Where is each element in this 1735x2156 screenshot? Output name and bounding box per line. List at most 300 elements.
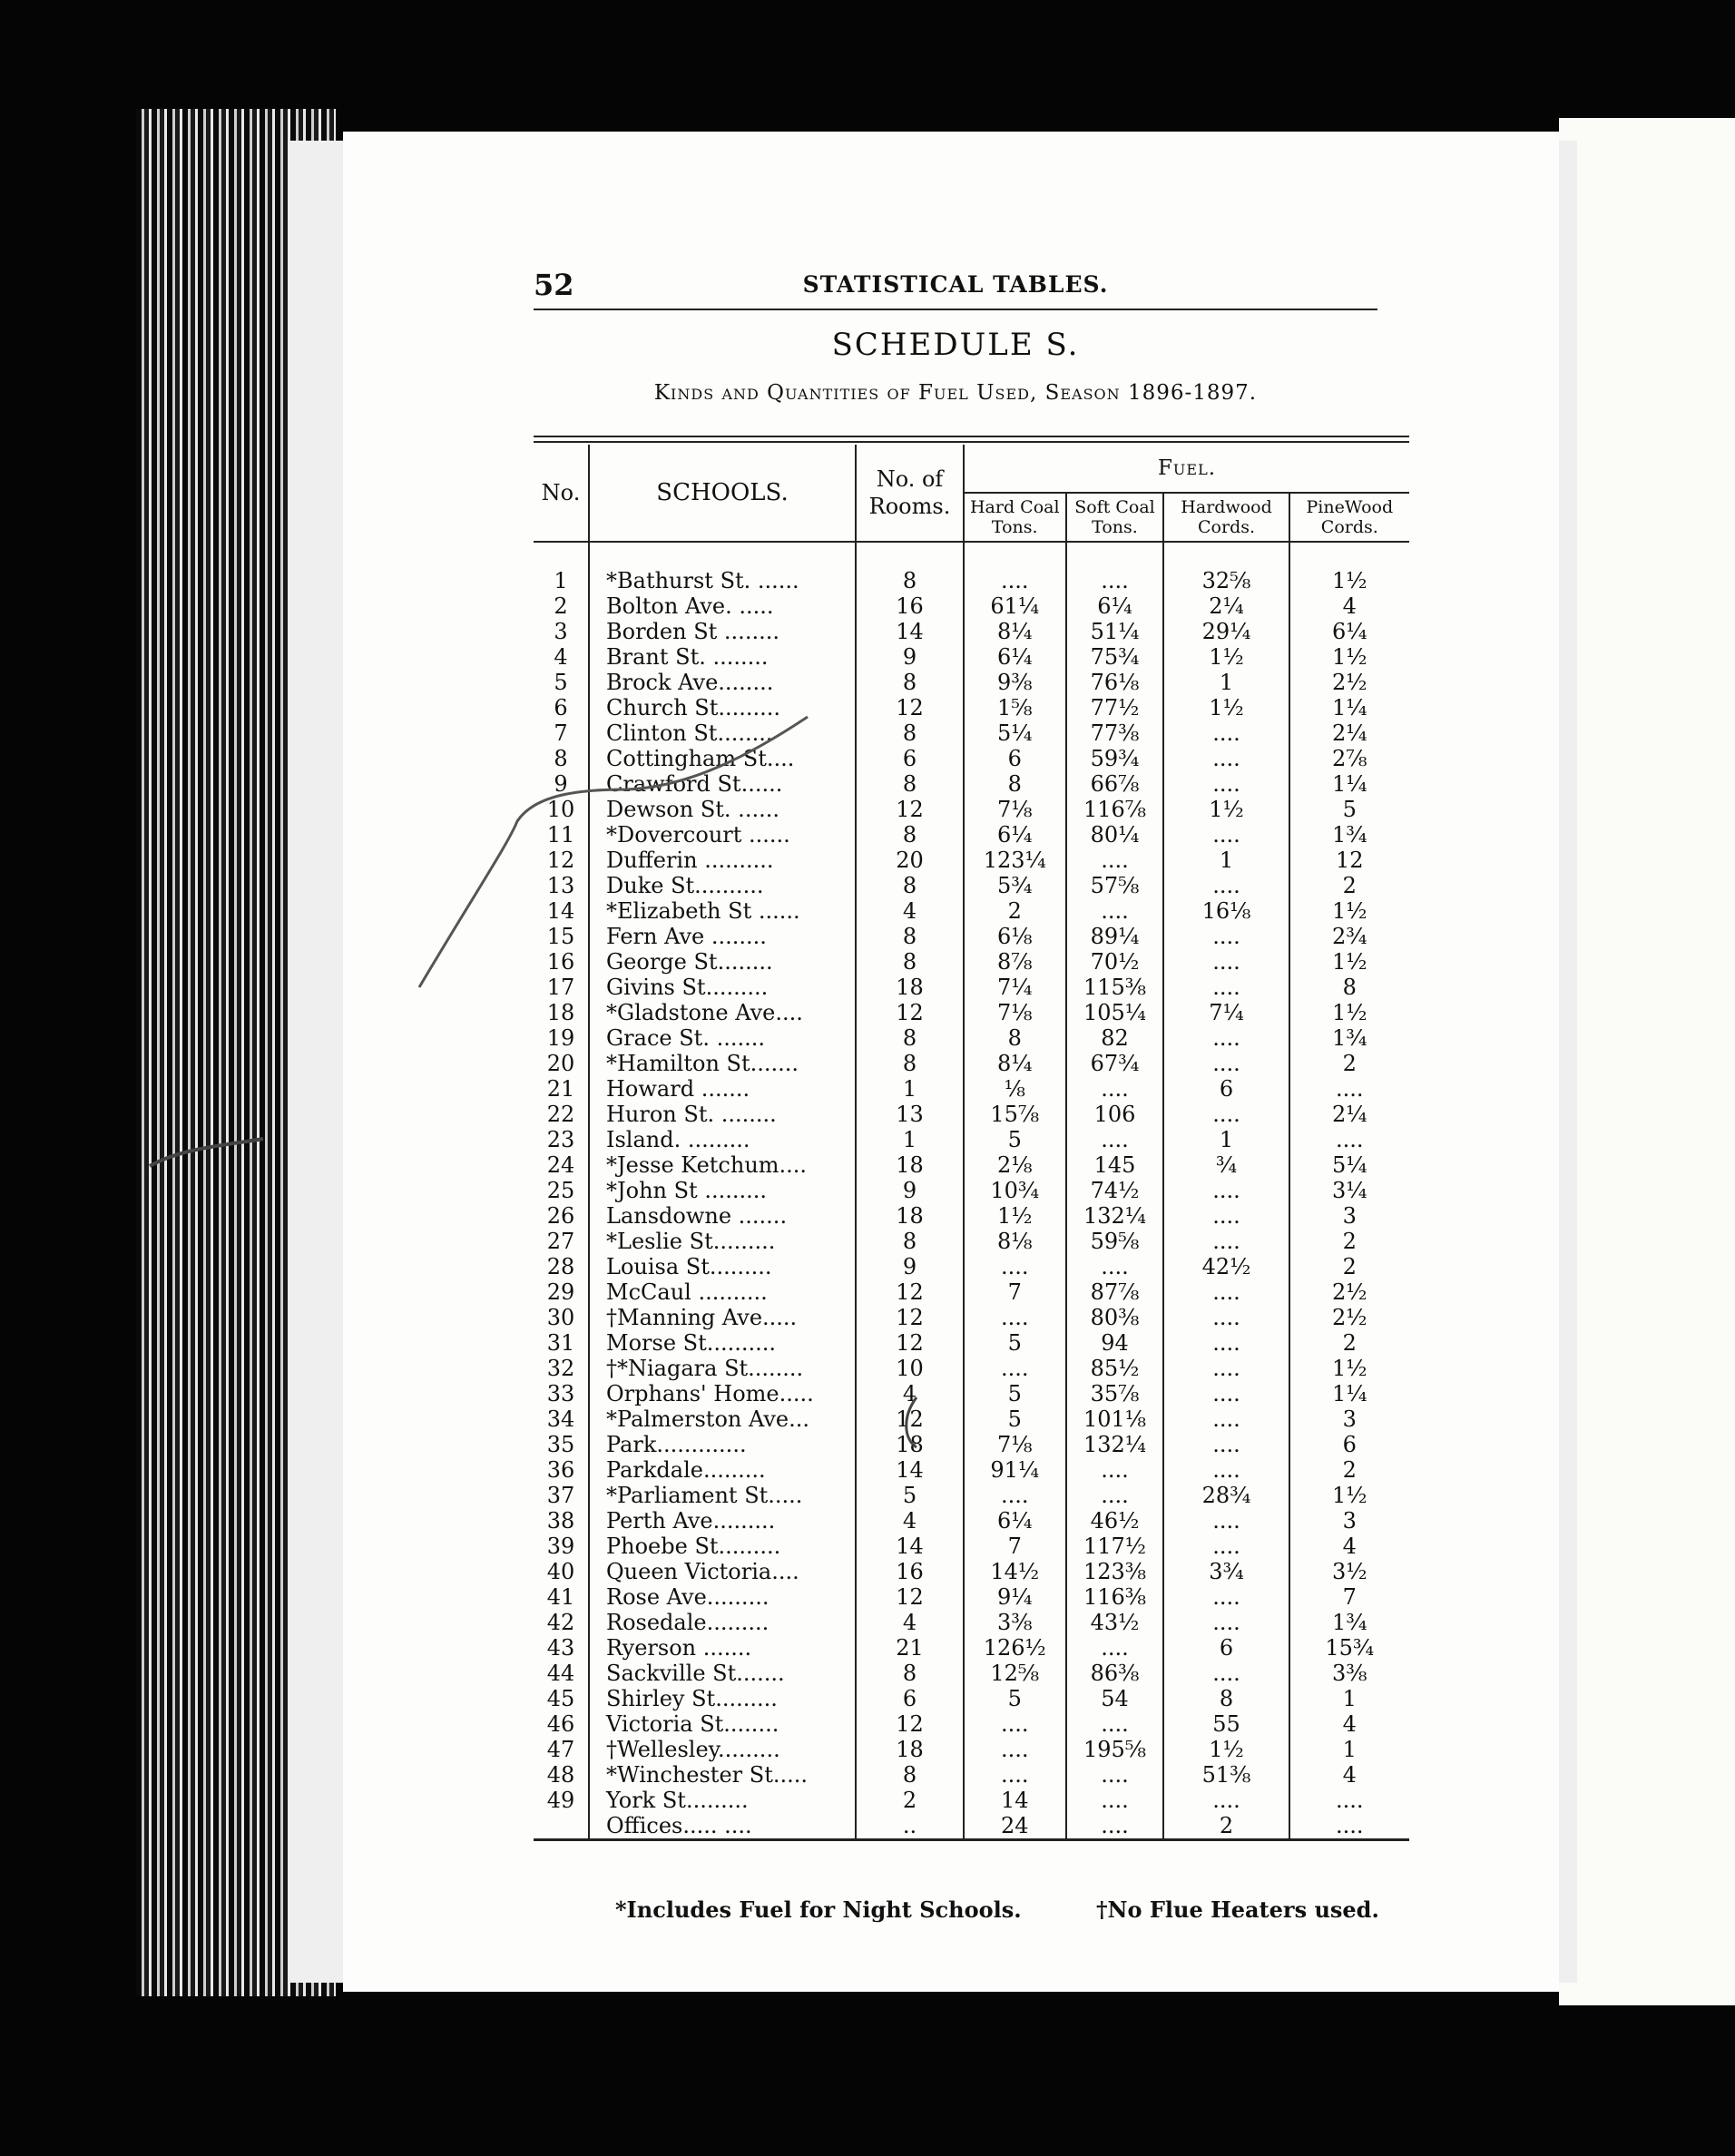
hard-coal-value: 5 xyxy=(964,1686,1066,1711)
school-name: Lansdowne ....... xyxy=(606,1203,788,1229)
rooms-count: 8 xyxy=(856,1762,964,1788)
row-number: 36 xyxy=(534,1457,589,1483)
soft-coal-value: 132¼ xyxy=(1066,1203,1164,1229)
row-number: 1 xyxy=(534,568,589,593)
hard-coal-value: .... xyxy=(964,1711,1066,1737)
hard-coal-value: .... xyxy=(964,1356,1066,1381)
soft-coal-value: 80⅜ xyxy=(1066,1305,1164,1330)
table-row xyxy=(534,1356,1409,1381)
soft-coal-value: .... xyxy=(1066,1483,1164,1508)
row-number: 42 xyxy=(534,1610,589,1635)
soft-coal-value: 94 xyxy=(1066,1330,1164,1356)
hardwood-value: .... xyxy=(1163,1229,1289,1254)
row-number xyxy=(534,1813,589,1840)
hardwood-value: .... xyxy=(1163,1330,1289,1356)
rooms-count: 8 xyxy=(856,771,964,797)
table-row xyxy=(534,1305,1409,1330)
hardwood-value: 1½ xyxy=(1163,1737,1289,1762)
table-row xyxy=(534,771,1409,797)
school-name: Victoria St........ xyxy=(606,1711,779,1737)
soft-coal-value: 123⅜ xyxy=(1066,1559,1164,1584)
soft-coal-value: .... xyxy=(1066,1788,1164,1813)
school-name: Rosedale......... xyxy=(606,1610,769,1635)
hardwood-value: .... xyxy=(1163,1203,1289,1229)
rooms-count: 12 xyxy=(856,1711,964,1737)
school-name: Fern Ave ........ xyxy=(606,924,767,949)
pinewood-value: 2½ xyxy=(1332,670,1367,695)
school-name: Brock Ave........ xyxy=(606,670,774,695)
table-row xyxy=(534,1483,1409,1508)
row-number: 7 xyxy=(534,720,589,746)
hardwood-value: .... xyxy=(1163,1178,1289,1203)
pinewood-value: 6 xyxy=(1342,1432,1357,1457)
hardwood-value: .... xyxy=(1163,1457,1289,1483)
school-name: McCaul .......... xyxy=(606,1279,768,1305)
pinewood-value: .... xyxy=(1336,1076,1364,1102)
page-header xyxy=(534,268,1377,304)
rooms-count: 12 xyxy=(856,1406,964,1432)
hardwood-value: .... xyxy=(1163,1534,1289,1559)
hardwood-value: .... xyxy=(1163,1051,1289,1076)
pinewood-value: 3 xyxy=(1342,1203,1357,1229)
hardwood-value: 2¼ xyxy=(1163,593,1289,619)
hard-coal-value: 61¼ xyxy=(964,593,1066,619)
table-row xyxy=(534,1152,1409,1178)
pinewood-value: 3 xyxy=(1342,1406,1357,1432)
hard-coal-value: 8¼ xyxy=(964,619,1066,644)
school-name: Morse St.......... xyxy=(606,1330,777,1356)
table-row xyxy=(534,797,1409,822)
school-name: Borden St ........ xyxy=(606,619,779,644)
rooms-count: 8 xyxy=(856,720,964,746)
row-number: 8 xyxy=(534,746,589,771)
soft-coal-value: 195⅝ xyxy=(1066,1737,1164,1762)
soft-coal-value: 132¼ xyxy=(1066,1432,1164,1457)
school-name: *Winchester St..... xyxy=(606,1762,808,1788)
soft-coal-value: 6¼ xyxy=(1066,593,1164,619)
header-rule xyxy=(534,309,1377,310)
row-number: 11 xyxy=(534,822,589,848)
soft-coal-value: 101⅛ xyxy=(1066,1406,1164,1432)
hard-coal-value: 7⅛ xyxy=(964,797,1066,822)
school-name: Crawford St...... xyxy=(606,771,783,797)
hard-coal-value: 126½ xyxy=(964,1635,1066,1661)
pinewood-value: 2 xyxy=(1342,1330,1357,1356)
school-name: †Manning Ave..... xyxy=(606,1305,798,1330)
school-name: *Hamilton St....... xyxy=(606,1051,799,1076)
pinewood-value: 1¾ xyxy=(1332,1025,1367,1051)
pinewood-value: 5¼ xyxy=(1332,1152,1367,1178)
soft-coal-value: 75¾ xyxy=(1066,644,1164,670)
hardwood-value: 1 xyxy=(1163,848,1289,873)
hardwood-value: 32⅝ xyxy=(1163,568,1289,593)
school-name: Church St......... xyxy=(606,695,781,720)
rooms-count: 1 xyxy=(856,1076,964,1102)
rooms-count: 14 xyxy=(856,1457,964,1483)
rooms-count: 12 xyxy=(856,1584,964,1610)
table-row xyxy=(534,695,1409,720)
hard-coal-value: 7⅛ xyxy=(964,1000,1066,1025)
school-name: Cottingham St.... xyxy=(606,746,795,771)
hard-coal-value: 7 xyxy=(964,1534,1066,1559)
pinewood-value: 1¼ xyxy=(1332,695,1367,720)
rooms-count: 12 xyxy=(856,1000,964,1025)
col-header-hardwood: Hardwood Cords. xyxy=(1163,493,1289,542)
hardwood-value: .... xyxy=(1163,924,1289,949)
hardwood-value: 16⅛ xyxy=(1163,898,1289,924)
hardwood-value: .... xyxy=(1163,1661,1289,1686)
hard-coal-value: 7⅛ xyxy=(964,1432,1066,1457)
soft-coal-value: 80¼ xyxy=(1066,822,1164,848)
pinewood-value: 3¼ xyxy=(1332,1178,1367,1203)
hard-coal-value: 2 xyxy=(964,898,1066,924)
row-number: 13 xyxy=(534,873,589,898)
rooms-count: 16 xyxy=(856,1559,964,1584)
school-name: †Wellesley......... xyxy=(606,1737,780,1762)
table-row xyxy=(534,1559,1409,1584)
pinewood-value: 5 xyxy=(1342,797,1357,822)
hardwood-value: .... xyxy=(1163,822,1289,848)
rooms-count: 4 xyxy=(856,1610,964,1635)
table-row xyxy=(534,1813,1409,1840)
row-number: 25 xyxy=(534,1178,589,1203)
pinewood-value: .... xyxy=(1289,1813,1409,1840)
table-row xyxy=(534,644,1409,670)
soft-coal-value: 116⅞ xyxy=(1066,797,1164,822)
school-name: Queen Victoria.... xyxy=(606,1559,799,1584)
hard-coal-value: ⅛ xyxy=(964,1076,1066,1102)
rooms-count: 21 xyxy=(856,1635,964,1661)
soft-coal-value: .... xyxy=(1066,898,1164,924)
col-header-rooms: No. of Rooms. xyxy=(856,445,964,542)
hard-coal-value: 5 xyxy=(964,1330,1066,1356)
school-name: York St......... xyxy=(606,1788,749,1813)
table-row xyxy=(534,1000,1409,1025)
table-row xyxy=(534,924,1409,949)
row-number: 33 xyxy=(534,1381,589,1406)
soft-coal-value: .... xyxy=(1066,1127,1164,1152)
table-row xyxy=(534,619,1409,644)
school-name: Duke St.......... xyxy=(606,873,764,898)
pinewood-value: 2 xyxy=(1342,1229,1357,1254)
pinewood-value: 2¼ xyxy=(1332,1102,1367,1127)
school-name: *John St ......... xyxy=(606,1178,767,1203)
rooms-count: 14 xyxy=(856,1534,964,1559)
row-number: 15 xyxy=(534,924,589,949)
school-name: Parkdale......... xyxy=(606,1457,766,1483)
table-top-rule-2 xyxy=(534,441,1409,443)
pinewood-value: 1¼ xyxy=(1332,771,1367,797)
hardwood-value: .... xyxy=(1163,1406,1289,1432)
school-name: Bolton Ave. ..... xyxy=(606,593,774,619)
rooms-count: 18 xyxy=(856,1203,964,1229)
school-name: *Parliament St..... xyxy=(606,1483,803,1508)
rooms-count: 18 xyxy=(856,1432,964,1457)
row-number: 49 xyxy=(534,1788,589,1813)
school-name: *Elizabeth St ...... xyxy=(606,898,800,924)
hardwood-value: 3¾ xyxy=(1163,1559,1289,1584)
hard-coal-value: 1⅝ xyxy=(964,695,1066,720)
hard-coal-value: 2⅛ xyxy=(964,1152,1066,1178)
pinewood-value: 7 xyxy=(1342,1584,1357,1610)
row-number: 14 xyxy=(534,898,589,924)
soft-coal-value: 86⅜ xyxy=(1066,1661,1164,1686)
table-row xyxy=(534,1279,1409,1305)
rooms-count: 8 xyxy=(856,924,964,949)
table-row xyxy=(534,1051,1409,1076)
row-number: 32 xyxy=(534,1356,589,1381)
row-number: 19 xyxy=(534,1025,589,1051)
hard-coal-value: 15⅞ xyxy=(964,1102,1066,1127)
hardwood-value: 1 xyxy=(1163,1127,1289,1152)
school-name: †*Niagara St........ xyxy=(606,1356,804,1381)
pinewood-value: 4 xyxy=(1342,1762,1357,1788)
rooms-count: 4 xyxy=(856,898,964,924)
soft-coal-value: 70½ xyxy=(1066,949,1164,975)
pinewood-value: 3⅜ xyxy=(1332,1661,1367,1686)
table-row xyxy=(534,1737,1409,1762)
hardwood-value: .... xyxy=(1163,949,1289,975)
table-row xyxy=(534,1661,1409,1686)
row-number: 40 xyxy=(534,1559,589,1584)
hardwood-value: .... xyxy=(1163,720,1289,746)
school-name: Givins St......... xyxy=(606,975,769,1000)
table-row xyxy=(534,1127,1409,1152)
table-row xyxy=(534,568,1409,593)
hardwood-value: .... xyxy=(1163,1508,1289,1534)
table-row xyxy=(534,1178,1409,1203)
table-row xyxy=(534,1584,1409,1610)
hard-coal-value: .... xyxy=(964,1305,1066,1330)
hardwood-value: 1½ xyxy=(1163,695,1289,720)
pinewood-value: 12 xyxy=(1336,848,1364,873)
table-row xyxy=(534,1381,1409,1406)
soft-coal-value: 77⅜ xyxy=(1066,720,1164,746)
pinewood-value: 2⅞ xyxy=(1332,746,1367,771)
rooms-count: 12 xyxy=(856,1330,964,1356)
pinewood-value: 1½ xyxy=(1332,568,1367,593)
rooms-count: 12 xyxy=(856,1279,964,1305)
rooms-count: 5 xyxy=(856,1483,964,1508)
col-header-pinewood: PineWood Cords. xyxy=(1289,493,1409,542)
school-name: Orphans' Home..... xyxy=(606,1381,814,1406)
soft-coal-value: 89¼ xyxy=(1066,924,1164,949)
rooms-count: 4 xyxy=(856,1381,964,1406)
table-row xyxy=(534,1788,1409,1813)
row-number: 17 xyxy=(534,975,589,1000)
soft-coal-value: 59¾ xyxy=(1066,746,1164,771)
school-name: Dufferin .......... xyxy=(606,848,774,873)
rooms-count: 8 xyxy=(856,873,964,898)
school-name: Phoebe St......... xyxy=(606,1534,781,1559)
hard-coal-value: 9⅜ xyxy=(964,670,1066,695)
pinewood-value: 1¾ xyxy=(1332,1610,1367,1635)
row-number: 28 xyxy=(534,1254,589,1279)
pinewood-value: 2 xyxy=(1342,1457,1357,1483)
table-row xyxy=(534,1635,1409,1661)
schedule-title: SCHEDULE S. xyxy=(831,327,1080,363)
soft-coal-value: .... xyxy=(1066,848,1164,873)
hardwood-value: 6 xyxy=(1163,1076,1289,1102)
row-number: 29 xyxy=(534,1279,589,1305)
school-name: *Bathurst St. ...... xyxy=(606,568,799,593)
document-page xyxy=(343,132,1559,1992)
hardwood-value: .... xyxy=(1163,1356,1289,1381)
hardwood-value: .... xyxy=(1163,975,1289,1000)
school-name: Huron St. ........ xyxy=(606,1102,777,1127)
pinewood-value: 1½ xyxy=(1332,949,1367,975)
fuel-table xyxy=(534,445,1409,1841)
pinewood-value: .... xyxy=(1336,1788,1364,1813)
school-name: George St........ xyxy=(606,949,773,975)
header-gap xyxy=(534,542,1409,568)
table-row xyxy=(534,746,1409,771)
school-name: Brant St. ........ xyxy=(606,644,769,670)
hard-coal-value: 10¾ xyxy=(964,1178,1066,1203)
rooms-count: 12 xyxy=(856,1305,964,1330)
row-number: 27 xyxy=(534,1229,589,1254)
hard-coal-value: 8⅛ xyxy=(964,1229,1066,1254)
row-number: 47 xyxy=(534,1737,589,1762)
soft-coal-value: 106 xyxy=(1066,1102,1164,1127)
pinewood-value: 4 xyxy=(1342,1711,1357,1737)
table-row xyxy=(534,1102,1409,1127)
row-number: 43 xyxy=(534,1635,589,1661)
rooms-count: 8 xyxy=(856,568,964,593)
row-number: 5 xyxy=(534,670,589,695)
table-row xyxy=(534,1610,1409,1635)
rooms-count: 1 xyxy=(856,1127,964,1152)
pinewood-value: 2½ xyxy=(1332,1279,1367,1305)
page-number: 52 xyxy=(534,268,574,302)
hardwood-value: .... xyxy=(1163,1584,1289,1610)
hardwood-value: .... xyxy=(1163,1788,1289,1813)
school-name: *Leslie St......... xyxy=(606,1229,776,1254)
row-number: 41 xyxy=(534,1584,589,1610)
pinewood-value: 1½ xyxy=(1332,1000,1367,1025)
rooms-count: 8 xyxy=(856,1025,964,1051)
running-head: STATISTICAL TABLES. xyxy=(802,271,1109,298)
soft-coal-value: 117½ xyxy=(1066,1534,1164,1559)
hard-coal-value: 6 xyxy=(964,746,1066,771)
school-name: Howard ....... xyxy=(606,1076,750,1102)
pinewood-value: 1¼ xyxy=(1332,1381,1367,1406)
rooms-count: 8 xyxy=(856,1661,964,1686)
table-row xyxy=(534,822,1409,848)
facing-page xyxy=(1559,118,1735,2005)
soft-coal-value: 67¾ xyxy=(1066,1051,1164,1076)
school-name: Sackville St....... xyxy=(606,1661,785,1686)
row-number: 30 xyxy=(534,1305,589,1330)
hard-coal-value: 6¼ xyxy=(964,1508,1066,1534)
school-name: Louisa St......... xyxy=(606,1254,772,1279)
soft-coal-value: 54 xyxy=(1066,1686,1164,1711)
hard-coal-value: .... xyxy=(964,1254,1066,1279)
hard-coal-value: 6¼ xyxy=(964,822,1066,848)
pinewood-value: 2 xyxy=(1342,1254,1357,1279)
table-row xyxy=(534,1432,1409,1457)
soft-coal-value: 35⅞ xyxy=(1066,1381,1164,1406)
hardwood-value: .... xyxy=(1163,1381,1289,1406)
hardwood-value: .... xyxy=(1163,1279,1289,1305)
pinewood-value: 1 xyxy=(1342,1737,1357,1762)
rooms-count: 8 xyxy=(856,1229,964,1254)
row-number: 46 xyxy=(534,1711,589,1737)
soft-coal-value: 46½ xyxy=(1066,1508,1164,1534)
hard-coal-value: 24 xyxy=(964,1813,1066,1840)
table-row xyxy=(534,1457,1409,1483)
row-number: 3 xyxy=(534,619,589,644)
row-number: 26 xyxy=(534,1203,589,1229)
table-row xyxy=(534,873,1409,898)
soft-coal-value: 116⅜ xyxy=(1066,1584,1164,1610)
row-number: 24 xyxy=(534,1152,589,1178)
soft-coal-value: 105¼ xyxy=(1066,1000,1164,1025)
school-name: Dewson St. ...... xyxy=(606,797,779,822)
row-number: 48 xyxy=(534,1762,589,1788)
table-row xyxy=(534,1711,1409,1737)
table-row xyxy=(534,1762,1409,1788)
soft-coal-value: 77½ xyxy=(1066,695,1164,720)
pinewood-value: 2 xyxy=(1342,1051,1357,1076)
school-name: Rose Ave......... xyxy=(606,1584,769,1610)
table-row xyxy=(534,1534,1409,1559)
hardwood-value: .... xyxy=(1163,746,1289,771)
pinewood-value: 4 xyxy=(1342,593,1357,619)
hard-coal-value: .... xyxy=(964,1737,1066,1762)
rooms-count: 18 xyxy=(856,1737,964,1762)
hard-coal-value: 5 xyxy=(964,1406,1066,1432)
hard-coal-value: 8⅞ xyxy=(964,949,1066,975)
rooms-count: .. xyxy=(856,1813,964,1840)
rooms-count: 6 xyxy=(856,1686,964,1711)
pinewood-value: 6¼ xyxy=(1332,619,1367,644)
rooms-count: 8 xyxy=(856,1051,964,1076)
hard-coal-value: .... xyxy=(964,568,1066,593)
table-row xyxy=(534,1229,1409,1254)
school-name: Shirley St......... xyxy=(606,1686,778,1711)
school-name: *Gladstone Ave.... xyxy=(606,1000,803,1025)
hardwood-value: .... xyxy=(1163,873,1289,898)
hardwood-value: 1½ xyxy=(1163,644,1289,670)
soft-coal-value: 115⅜ xyxy=(1066,975,1164,1000)
row-number: 44 xyxy=(534,1661,589,1686)
soft-coal-value: 82 xyxy=(1066,1025,1164,1051)
soft-coal-value: 66⅞ xyxy=(1066,771,1164,797)
hardwood-value: ¾ xyxy=(1163,1152,1289,1178)
hardwood-value: 29¼ xyxy=(1163,619,1289,644)
col-header-schools: SCHOOLS. xyxy=(589,445,856,542)
table-row xyxy=(534,1254,1409,1279)
school-name: *Dovercourt ...... xyxy=(606,822,790,848)
hardwood-value: .... xyxy=(1163,1610,1289,1635)
rooms-count: 14 xyxy=(856,619,964,644)
hard-coal-value: 12⅝ xyxy=(964,1661,1066,1686)
table-top-rule xyxy=(534,436,1409,437)
row-number: 20 xyxy=(534,1051,589,1076)
table-body xyxy=(534,568,1409,1840)
soft-coal-value: .... xyxy=(1066,1635,1164,1661)
hardwood-value: 6 xyxy=(1163,1635,1289,1661)
row-number: 45 xyxy=(534,1686,589,1711)
pinewood-value: 8 xyxy=(1342,975,1357,1000)
row-number: 12 xyxy=(534,848,589,873)
soft-coal-value: .... xyxy=(1066,1813,1164,1840)
pinewood-value: 1½ xyxy=(1332,898,1367,924)
soft-coal-value: .... xyxy=(1066,1762,1164,1788)
table-row xyxy=(534,1330,1409,1356)
hard-coal-value: 5¾ xyxy=(964,873,1066,898)
